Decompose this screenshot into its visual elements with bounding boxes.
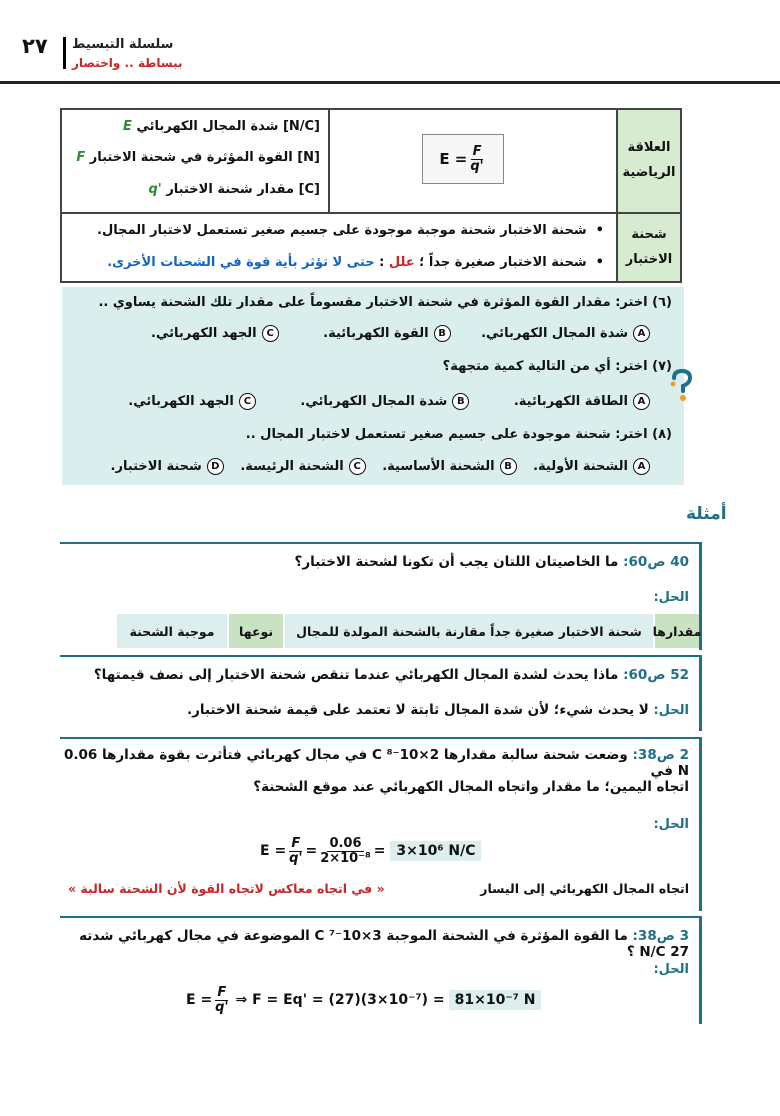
equation-e xyxy=(260,837,481,865)
equation-lhs: E = xyxy=(260,843,287,860)
definition-symbol: E xyxy=(123,119,132,134)
example-answer xyxy=(69,702,689,718)
example-question-text: ما الخاصيتان اللتان يجب أن تكونا لشحنة الاختبار؟ xyxy=(294,554,624,570)
example-card-40 xyxy=(60,542,702,650)
fraction-numerator: F xyxy=(291,836,301,851)
option-letter: B xyxy=(452,393,469,410)
option-text: الشحنة الأولية. xyxy=(533,459,628,474)
answer-text: لا يحدث شيء؛ لأن شدة المجال ثابتة لا تعتمد على قيمة شحنة الاختبار. xyxy=(186,702,649,718)
example-card-3 xyxy=(60,916,702,1024)
header-rule xyxy=(0,81,780,84)
example-question xyxy=(59,928,689,960)
option-letter: D xyxy=(207,458,224,475)
option[interactable] xyxy=(151,325,279,342)
equation-result: 3×10⁶ N/C xyxy=(390,841,481,861)
question-8-stem: (٨) اختر: شحنة موجودة على جسيم صغير تستعمل لاختبار المجال .. xyxy=(245,427,672,442)
example-question-line2: اتجاه اليمين؛ ما مقدار واتجاه المجال الكهربائي عند موقع الشحنة؟ xyxy=(253,779,689,795)
option-text: الجهد الكهربائي. xyxy=(128,394,234,409)
definition-text: مقدار شحنة الاختبار [C] xyxy=(161,182,320,197)
solution-label: الحل: xyxy=(653,817,689,832)
equation-fraction-values xyxy=(320,837,371,865)
bullet-text: شحنة الاختبار شحنة موجبة موجودة على جسيم صغير تستعمل لاختبار المجال. xyxy=(97,223,587,238)
question-mark-icon xyxy=(667,368,697,404)
fraction-denominator: q' xyxy=(289,850,303,866)
definition-q xyxy=(70,182,320,197)
equation-f xyxy=(186,986,541,1014)
question-6-stem: (٦) اختر: مقدار القوة المؤثرة في شحنة الاختبار مقسوماً على مقدار تلك الشحنة يساوي .. xyxy=(98,295,672,310)
equation-fraction xyxy=(215,986,228,1014)
direction-reason: « في اتجاه معاكس لاتجاه القوة لأن الشحنة سالبة » xyxy=(68,881,385,896)
bullet-dot: • xyxy=(586,255,604,270)
example-ref: 2 ص38: xyxy=(632,747,689,763)
equation-steps: ⇒ F = Eq' = (27)(3×10⁻⁷) = xyxy=(235,992,445,1009)
example-question-text: ماذا يحدث لشدة المجال الكهربائي عندما تنقص شحنة الاختبار إلى نصف قيمتها؟ xyxy=(93,667,624,683)
option[interactable] xyxy=(300,393,469,410)
examples-heading: أمثلة xyxy=(686,504,727,524)
table-divider xyxy=(328,110,330,212)
solution-label: الحل: xyxy=(653,590,689,605)
bullet-dot: • xyxy=(586,223,604,238)
option[interactable] xyxy=(240,458,365,475)
equation-lhs: E = xyxy=(186,992,213,1009)
example-card-52 xyxy=(60,655,702,731)
option-text: الجهد الكهربائي. xyxy=(151,326,257,341)
equals-sign: = xyxy=(373,843,391,860)
option[interactable] xyxy=(533,458,650,475)
example-question xyxy=(69,667,689,683)
example-question-text: ما القوة المؤثرة في الشحنة الموجبة 3×10⁻⁷ C الموضوعة في مجال كهربائي شدته 27 N/C ؟ xyxy=(79,928,689,960)
cell-label-type: نوعها xyxy=(229,614,283,648)
option[interactable] xyxy=(111,458,224,475)
example-ref: 40 ص60: xyxy=(623,554,689,570)
option-letter: C xyxy=(239,393,256,410)
definition-e xyxy=(70,119,320,134)
option-text: شدة المجال الكهربائي. xyxy=(481,326,628,341)
option-text: الشحنة الأساسية. xyxy=(382,459,495,474)
option-text: الطاقة الكهربائية. xyxy=(513,394,628,409)
fraction-numerator: F xyxy=(217,985,227,1000)
question-7-stem: (٧) اختر: أي من التالية كمية متجهة؟ xyxy=(442,359,672,374)
header-divider xyxy=(63,37,66,69)
definition-text: شدة المجال الكهربائي [N/C] xyxy=(131,119,320,134)
formula-fraction xyxy=(470,145,483,173)
fraction-denominator: q' xyxy=(215,999,229,1015)
question-7-options xyxy=(80,393,650,410)
definition-symbol: F xyxy=(76,150,86,165)
page-number: ٢٧ xyxy=(22,34,48,58)
test-charge-label: شحنة الاختبار xyxy=(618,214,680,281)
example-question xyxy=(69,554,689,570)
definition-f xyxy=(70,150,320,165)
question-6-options xyxy=(80,325,650,342)
cell-label-magnitude: مقدارها xyxy=(655,614,699,648)
option[interactable] xyxy=(481,325,650,342)
series-name: سلسلة التبسيط xyxy=(72,37,174,52)
option[interactable] xyxy=(514,393,650,410)
definition-text: القوة المؤثرة في شحنة الاختبار [N] xyxy=(85,150,320,165)
test-charge-bullet-2 xyxy=(74,255,604,270)
equals-sign: = xyxy=(305,843,318,860)
option-letter: C xyxy=(262,325,279,342)
cell-value-magnitude: شحنة الاختبار صغيرة جداً مقارنة بالشحنة المولدة للمجال xyxy=(285,614,653,648)
questions-box xyxy=(62,287,684,485)
option-text: الشحنة الرئيسة. xyxy=(240,459,344,474)
option-letter: A xyxy=(633,393,650,410)
bullet-sep: : xyxy=(374,255,389,270)
option-letter: B xyxy=(434,325,451,342)
option-letter: C xyxy=(349,458,366,475)
cell-value-type: موجبة الشحنة xyxy=(117,614,227,648)
example-card-2 xyxy=(60,737,702,911)
formula-box xyxy=(422,134,504,184)
formula-numerator: F xyxy=(472,143,482,159)
example-question xyxy=(59,747,689,779)
question-8-options xyxy=(70,458,650,475)
definition-symbol: q' xyxy=(148,182,162,197)
bullet-text: شحنة الاختبار صغيرة جداً ؛ xyxy=(414,255,587,270)
solution-label: الحل: xyxy=(653,962,689,977)
fraction-denominator: 2×10⁻⁸ xyxy=(320,850,371,866)
option-letter: B xyxy=(500,458,517,475)
option[interactable] xyxy=(323,325,450,342)
option-text: شدة المجال الكهربائي. xyxy=(300,394,448,409)
field-direction: اتجاه المجال الكهربائي إلى اليسار xyxy=(480,881,689,896)
option-text: شحنة الاختبار. xyxy=(110,459,202,474)
series-slogan: ببساطة .. واختصار xyxy=(72,56,183,70)
table-divider xyxy=(62,212,680,214)
solution-label: الحل: xyxy=(653,703,689,718)
test-charge-bullet-1 xyxy=(74,223,604,238)
option-letter: A xyxy=(633,325,650,342)
example-ref: 52 ص60: xyxy=(623,667,689,683)
option-text: القوة الكهربائية. xyxy=(323,326,429,341)
option[interactable] xyxy=(128,393,256,410)
reason-answer: حتى لا تؤثر بأية قوة في الشحنات الأخرى. xyxy=(107,255,375,270)
option-letter: A xyxy=(633,458,650,475)
fraction-numerator: 0.06 xyxy=(329,836,362,851)
reason-keyword: علل xyxy=(388,255,415,270)
equation-fraction xyxy=(289,837,302,865)
formula-denominator: q' xyxy=(470,158,484,174)
relation-table xyxy=(60,108,682,283)
relation-label: العلاقة الرياضية xyxy=(618,110,680,212)
example-question-text: وضعت شحنة سالبة مقدارها 2×10⁻⁸ C في مجال كهربائي فتأثرت بقوة مقدارها 0.06 N في xyxy=(63,747,689,779)
table-divider xyxy=(616,110,618,281)
example-ref: 3 ص38: xyxy=(632,928,689,944)
equation-result: 81×10⁻⁷ N xyxy=(449,990,542,1010)
option[interactable] xyxy=(382,458,516,475)
formula-lhs: E = xyxy=(439,150,468,168)
